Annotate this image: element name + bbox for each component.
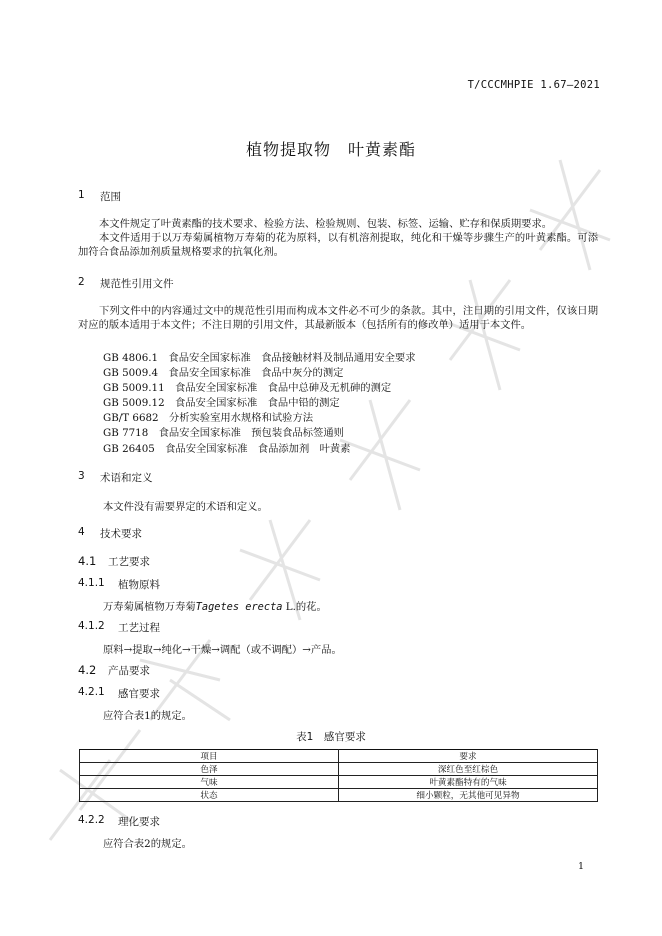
- clause-heading-4-1-1: [78, 577, 160, 592]
- clause-heading-4-2-2: [78, 814, 160, 829]
- scope-paragraph-1: 本文件规定了叶黄素酯的技术要求、检验方法、检验规则、包装、标签、运输、贮存和保质期要求。: [99, 218, 553, 230]
- subsection-heading-4-2: [78, 663, 150, 678]
- clause-heading-4-2-1: [78, 686, 160, 701]
- clause-title: 工艺过程: [118, 622, 160, 634]
- section-heading-2: [78, 276, 174, 291]
- table-row: [80, 763, 598, 776]
- reference-item: GB 5009.11 食品安全国家标准 食品中总砷及无机砷的测定: [103, 382, 392, 394]
- reference-item: GB/T 6682 分析实验室用水规格和试验方法: [103, 412, 314, 424]
- plant-text-before: 万寿菊属植物万寿菊: [103, 601, 196, 613]
- clause-number: 4.1.1: [78, 577, 105, 589]
- latin-name: Tagetes erecta: [195, 601, 283, 613]
- section-heading-4: [78, 526, 142, 541]
- section-heading-1: [78, 189, 121, 204]
- table-row: [80, 789, 598, 802]
- sensory-requirements-table: [79, 749, 598, 802]
- clause-number: 4.2.2: [78, 814, 105, 826]
- subsection-title: 产品要求: [108, 665, 150, 677]
- section-title: 规范性引用文件: [100, 278, 174, 290]
- section-number: 3: [78, 470, 85, 482]
- table-cell: 细小颗粒，无其他可见异物: [339, 789, 598, 802]
- subsection-title: 工艺要求: [108, 556, 150, 568]
- table-cell: 状态: [80, 789, 339, 802]
- physchem-reference-text: 应符合表2的规定。: [103, 838, 192, 850]
- table-1-caption: 表1 感官要求: [296, 731, 366, 743]
- table-header-row: [80, 750, 598, 763]
- clause-heading-4-1-2: [78, 620, 160, 635]
- clause-title: 理化要求: [118, 816, 160, 828]
- column-header-requirement: 要求: [339, 750, 598, 763]
- reference-item: GB 5009.12 食品安全国家标准 食品中铅的测定: [103, 397, 340, 409]
- section-title: 技术要求: [100, 528, 142, 540]
- terms-paragraph: 本文件没有需要界定的术语和定义。: [103, 501, 268, 513]
- reference-item: GB 4806.1 食品安全国家标准 食品接触材料及制品通用安全要求: [103, 352, 416, 364]
- table-cell: 深红色至红棕色: [339, 763, 598, 776]
- section-number: 1: [78, 189, 85, 201]
- column-header-item: 项目: [80, 750, 339, 763]
- section-title: 范围: [100, 191, 121, 203]
- subsection-heading-4-1: [78, 554, 150, 569]
- process-text: 原料→提取→纯化→干燥→调配（或不调配）→产品。: [103, 644, 342, 656]
- page-number: 1: [577, 861, 584, 872]
- sensory-reference-text: 应符合表1的规定。: [103, 710, 192, 722]
- section-title: 术语和定义: [100, 472, 153, 484]
- document-code: T/CCCMHPIE 1.67—2021: [467, 79, 600, 91]
- document-title: 植物提取物 叶黄素酯: [245, 140, 416, 159]
- subsection-number: 4.2: [78, 663, 97, 677]
- clause-title: 植物原料: [118, 579, 160, 591]
- section-heading-3: [78, 470, 153, 485]
- plant-material-text: [103, 598, 327, 613]
- table-cell: 色泽: [80, 763, 339, 776]
- table-cell: 气味: [80, 776, 339, 789]
- table-row: [80, 776, 598, 789]
- clause-number: 4.1.2: [78, 620, 105, 632]
- section-number: 4: [78, 526, 85, 538]
- subsection-number: 4.1: [78, 554, 97, 568]
- references-intro: 下列文件中的内容通过文中的规范性引用而构成本文件必不可少的条款。其中，注日期的引用文件，仅该日期对应的版本适用于本文件；不注日期的引用文件，其最新版本（包括所有的修改单）适用于本文件。: [78, 305, 598, 331]
- clause-number: 4.2.1: [78, 686, 105, 698]
- clause-title: 感官要求: [118, 688, 160, 700]
- reference-item: GB 26405 食品安全国家标准 食品添加剂 叶黄素: [103, 443, 351, 455]
- scope-paragraph-2: 本文件适用于以万寿菊属植物万寿菊的花为原料，以有机溶剂提取，纯化和干燥等步骤生产的叶黄素酯。可添加符合食品添加剂质量规格要求的抗氧化剂。: [78, 232, 598, 258]
- table-cell: 叶黄素酯特有的气味: [339, 776, 598, 789]
- section-number: 2: [78, 276, 85, 288]
- reference-item: GB 7718 食品安全国家标准 预包装食品标签通则: [103, 427, 344, 439]
- reference-item: GB 5009.4 食品安全国家标准 食品中灰分的测定: [103, 367, 344, 379]
- plant-text-after: L.的花。: [282, 601, 327, 613]
